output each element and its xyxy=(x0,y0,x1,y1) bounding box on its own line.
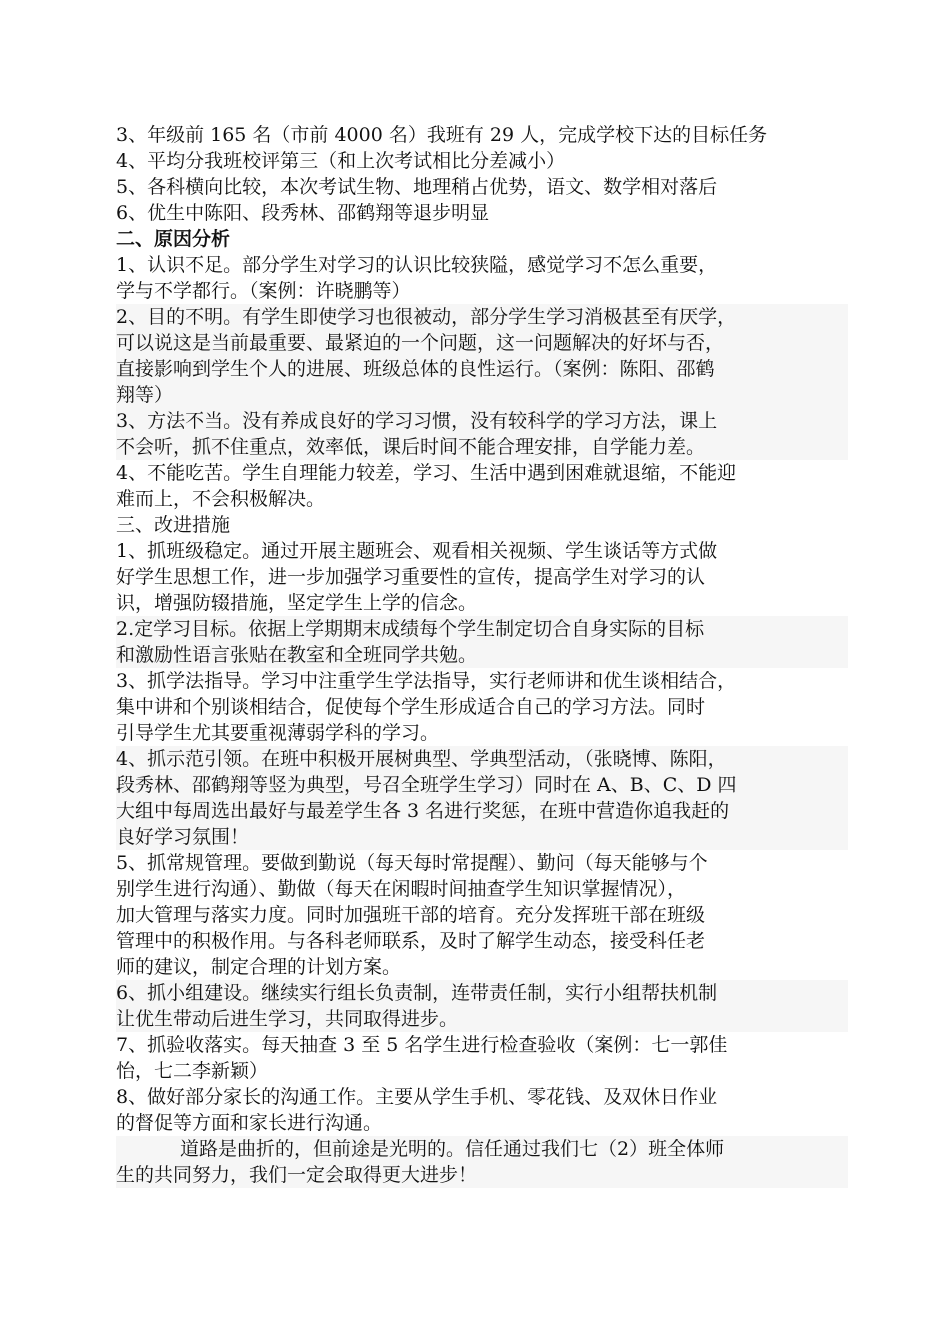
text-line: 大组中每周选出最好与最差学生各 3 名进行奖惩，在班中营造你追我赶的 xyxy=(116,800,730,822)
text-line: 识，增强防辍措施，坚定学生上学的信念。 xyxy=(116,592,478,614)
text-line: 道路是曲折的，但前途是光明的。信任通过我们七（2）班全体师 xyxy=(180,1138,725,1160)
paragraph xyxy=(116,746,848,850)
text-line: 好学生思想工作，进一步加强学习重要性的宣传，提高学生对学习的认 xyxy=(116,566,706,588)
text-line: 7、抓验收落实。每天抽查 3 至 5 名学生进行检查验收（案例：七一郭佳 xyxy=(116,1034,728,1056)
paragraph xyxy=(116,1032,848,1084)
text-line: 可以说这是当前最重要、最紧迫的一个问题，这一问题解决的好坏与否， xyxy=(116,332,725,354)
paragraph xyxy=(116,304,848,408)
text-line: 怡，七二李新颖） xyxy=(116,1060,269,1082)
section-heading xyxy=(116,226,848,252)
text-line: 5、抓常规管理。要做到勤说（每天每时常提醒）、勤问（每天能够与个 xyxy=(116,852,708,874)
document-page xyxy=(116,122,848,1188)
text-line: 1、抓班级稳定。通过开展主题班会、观看相关视频、学生谈话等方式做 xyxy=(116,540,718,562)
paragraph xyxy=(116,174,848,200)
text-line: 6、优生中陈阳、段秀林、邵鹤翔等退步明显 xyxy=(116,202,490,224)
text-line: 加大管理与落实力度。同时加强班干部的培育。充分发挥班干部在班级 xyxy=(116,904,706,926)
text-line: 师的建议，制定合理的计划方案。 xyxy=(116,956,402,978)
paragraph xyxy=(116,1136,848,1188)
text-line: 段秀林、邵鹤翔等竖为典型，号召全班学生学习）同时在 A、B、C、D 四 xyxy=(116,774,737,796)
paragraph xyxy=(116,980,848,1032)
paragraph xyxy=(116,1084,848,1136)
text-line: 难而上，不会积极解决。 xyxy=(116,488,326,510)
paragraph xyxy=(116,512,848,538)
paragraph xyxy=(116,850,848,980)
text-line: 4、抓示范引领。在班中积极开展树典型、学典型活动，（张晓博、陈阳， xyxy=(116,748,727,770)
text-line: 5、各科横向比较，本次考试生物、地理稍占优势，语文、数学相对落后 xyxy=(116,176,718,198)
text-line: 引导学生尤其要重视薄弱学科的学习。 xyxy=(116,722,440,744)
paragraph xyxy=(116,668,848,746)
text-line: 别学生进行沟通）、勤做（每天在闲暇时间抽查学生知识掌握情况）， xyxy=(116,878,687,900)
text-line: 不会听，抓不住重点，效率低，课后时间不能合理安排，自学能力差。 xyxy=(116,436,706,458)
paragraph xyxy=(116,408,848,460)
paragraph xyxy=(116,252,848,304)
text-line: 2.定学习目标。依据上学期期末成绩每个学生制定切合自身实际的目标 xyxy=(116,618,705,640)
text-line: 良好学习氛围！ xyxy=(116,826,250,848)
text-line: 让优生带动后进生学习，共同取得进步。 xyxy=(116,1008,459,1030)
text-line: 直接影响到学生个人的进展、班级总体的良性运行。（案例：陈阳、邵鹤 xyxy=(116,358,715,380)
text-line: 集中讲和个别谈相结合，促使每个学生形成适合自己的学习方法。同时 xyxy=(116,696,706,718)
text-line: 的督促等方面和家长进行沟通。 xyxy=(116,1112,383,1134)
paragraph xyxy=(116,616,848,668)
text-line: 3、方法不当。没有养成良好的学习习惯，没有较科学的学习方法，课上 xyxy=(116,410,718,432)
text-line: 3、抓学法指导。学习中注重学生学法指导，实行老师讲和优生谈相结合， xyxy=(116,670,737,692)
text-line: 6、抓小组建设。继续实行组长负责制，连带责任制，实行小组帮扶机制 xyxy=(116,982,718,1004)
text-line: 生的共同努力，我们一定会取得更大进步！ xyxy=(116,1164,478,1186)
text-line: 2、目的不明。有学生即使学习也很被动，部分学生学习消极甚至有厌学， xyxy=(116,306,737,328)
text-line: 三、改进措施 xyxy=(116,514,231,536)
paragraph xyxy=(116,538,848,616)
text-line: 4、不能吃苦。学生自理能力较差，学习、生活中遇到困难就退缩，不能迎 xyxy=(116,462,737,484)
text-line: 学与不学都行。（案例：许晓鹏等） xyxy=(116,280,411,302)
text-line: 翔等） xyxy=(116,384,174,406)
paragraph xyxy=(116,122,848,148)
text-line: 3、年级前 165 名（市前 4000 名）我班有 29 人，完成学校下达的目标任务 xyxy=(116,124,768,146)
text-line: 管理中的积极作用。与各科老师联系，及时了解学生动态，接受科任老 xyxy=(116,930,706,952)
text-line: 8、做好部分家长的沟通工作。主要从学生手机、零花钱、及双休日作业 xyxy=(116,1086,718,1108)
paragraph xyxy=(116,148,848,174)
paragraph xyxy=(116,460,848,512)
text-line: 4、平均分我班校评第三（和上次考试相比分差减小） xyxy=(116,150,566,172)
text-line: 和激励性语言张贴在教室和全班同学共勉。 xyxy=(116,644,478,666)
text-line: 二、原因分析 xyxy=(116,228,231,250)
paragraph xyxy=(116,200,848,226)
text-line: 1、认识不足。部分学生对学习的认识比较狭隘，感觉学习不怎么重要， xyxy=(116,254,718,276)
